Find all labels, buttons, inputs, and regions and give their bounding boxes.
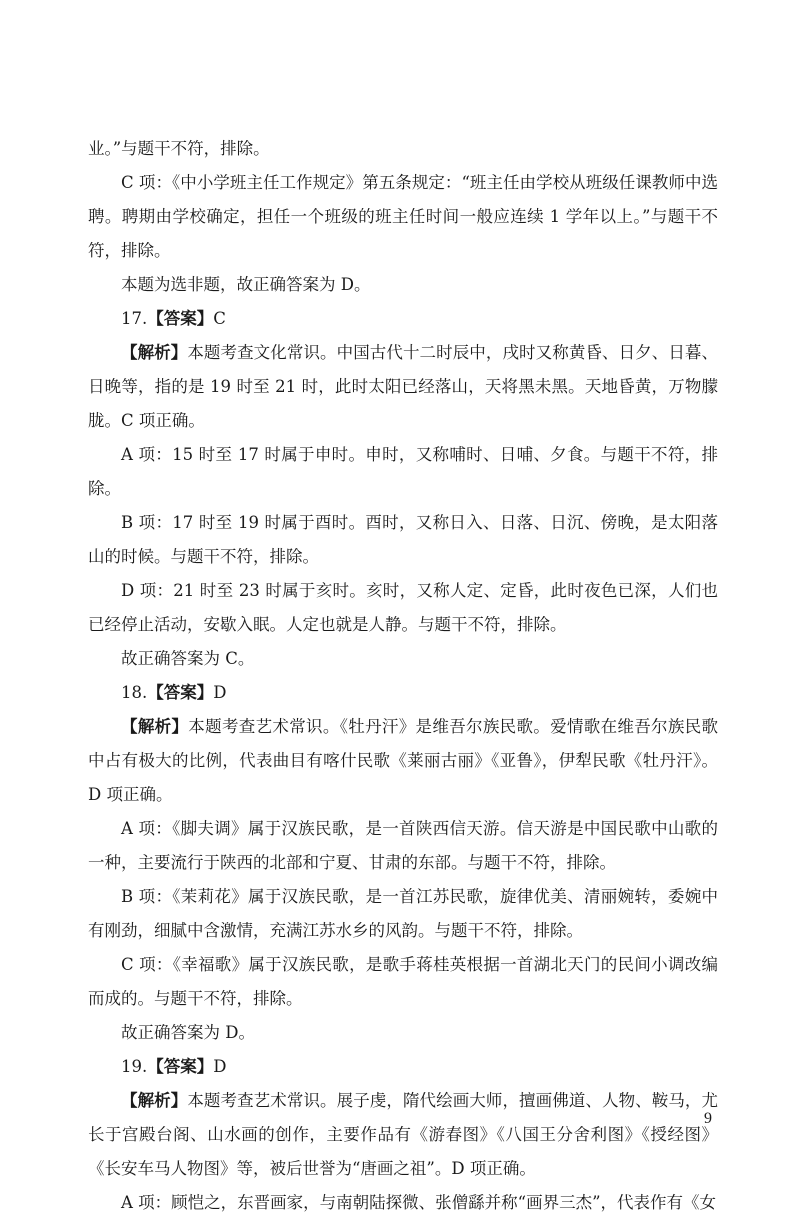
- answer-line: [88, 1050, 718, 1084]
- analysis-paragraph: [88, 710, 718, 812]
- analysis-paragraph: [88, 1084, 718, 1186]
- answer-label: 【答案】: [147, 683, 214, 702]
- paragraph: A 项：顾恺之，东晋画家，与南朝陆探微、张僧繇并称“画界三杰”，代表作有《女: [121, 1193, 717, 1212]
- paragraph: B 项：《茉莉花》属于汉族民歌，是一首江苏民歌，旋律优美、清丽婉转，委婉中有刚劲，细腻中含激情，充满江苏水乡的风韵。与题干不符，排除。: [88, 887, 718, 940]
- paragraph: A 项：15 时至 17 时属于申时。申时，又称哺时、日哺、夕食。与题干不符，排除。: [88, 445, 718, 498]
- paragraph: C 项：《中小学班主任工作规定》第五条规定：“班主任由学校从班级任课教师中选聘。聘期由学校确定，担任一个班级的班主任时间一般应连续 1 学年以上。”与题干不符，排除。: [88, 173, 718, 260]
- paragraph: A 项：《脚夫调》属于汉族民歌，是一首陕西信天游。信天游是中国民歌中山歌的一种，主要流行于陕西的北部和宁夏、甘肃的东部。与题干不符，排除。: [88, 819, 718, 872]
- answer-value: D: [213, 683, 227, 702]
- paragraph: 本题为选非题，故正确答案为 D。: [121, 275, 371, 294]
- analysis-text: 本题考查艺术常识。《牡丹汗》是维吾尔族民歌。爱情歌在维吾尔族民歌中占有极大的比例，代表曲目有喀什民歌《莱丽古丽》《亚鲁》，伊犁民歌《牡丹汗》。D 项正确。: [88, 717, 719, 804]
- paragraph: C 项：《幸福歌》属于汉族民歌，是歌手蒋桂英根据一首湖北天门的民间小调改编而成的。与题干不符，排除。: [88, 955, 718, 1008]
- question-number: 17.: [121, 309, 148, 328]
- answer-label: 【答案】: [147, 1057, 214, 1076]
- paragraph: B 项：17 时至 19 时属于酉时。酉时，又称日入、日落、日沉、傍晚，是太阳落山的时候。与题干不符，排除。: [88, 513, 718, 566]
- question-number: 19.: [121, 1057, 148, 1076]
- analysis-label: 【解析】: [121, 1091, 188, 1110]
- page-body: [88, 132, 718, 1220]
- question-number: 18.: [121, 683, 148, 702]
- paragraph: 故正确答案为 D。: [121, 1023, 255, 1042]
- answer-line: [88, 302, 718, 336]
- answer-line: [88, 676, 718, 710]
- analysis-paragraph: [88, 336, 718, 438]
- answer-value: C: [213, 309, 226, 328]
- paragraph: 故正确答案为 C。: [121, 649, 255, 668]
- paragraph: D 项：21 时至 23 时属于亥时。亥时，又称人定、定昏，此时夜色已深，人们也已经停止活动，安歇入眠。人定也就是人静。与题干不符，排除。: [88, 581, 718, 634]
- paragraph: 业。”与题干不符，排除。: [88, 139, 270, 158]
- page-number: 9: [704, 1110, 712, 1127]
- answer-value: D: [213, 1057, 227, 1076]
- answer-label: 【答案】: [147, 309, 214, 328]
- analysis-text: 本题考查文化常识。中国古代十二时辰中，戌时又称黄昏、日夕、日暮、日晚等，指的是 19 时至 21 时，此时太阳已经落山，天将黑未黑。天地昏黄，万物朦胧。C 项正确。: [88, 343, 719, 430]
- analysis-label: 【解析】: [121, 717, 189, 736]
- analysis-label: 【解析】: [121, 343, 188, 362]
- analysis-text: 本题考查艺术常识。展子虔，隋代绘画大师，擅画佛道、人物、鞍马，尤长于宫殿台阁、山水画的创作，主要作品有《游春图》《八国王分舍利图》《授经图》《长安车马人物图》等，被后世誉为“唐画之祖”。D 项正确。: [88, 1091, 719, 1178]
